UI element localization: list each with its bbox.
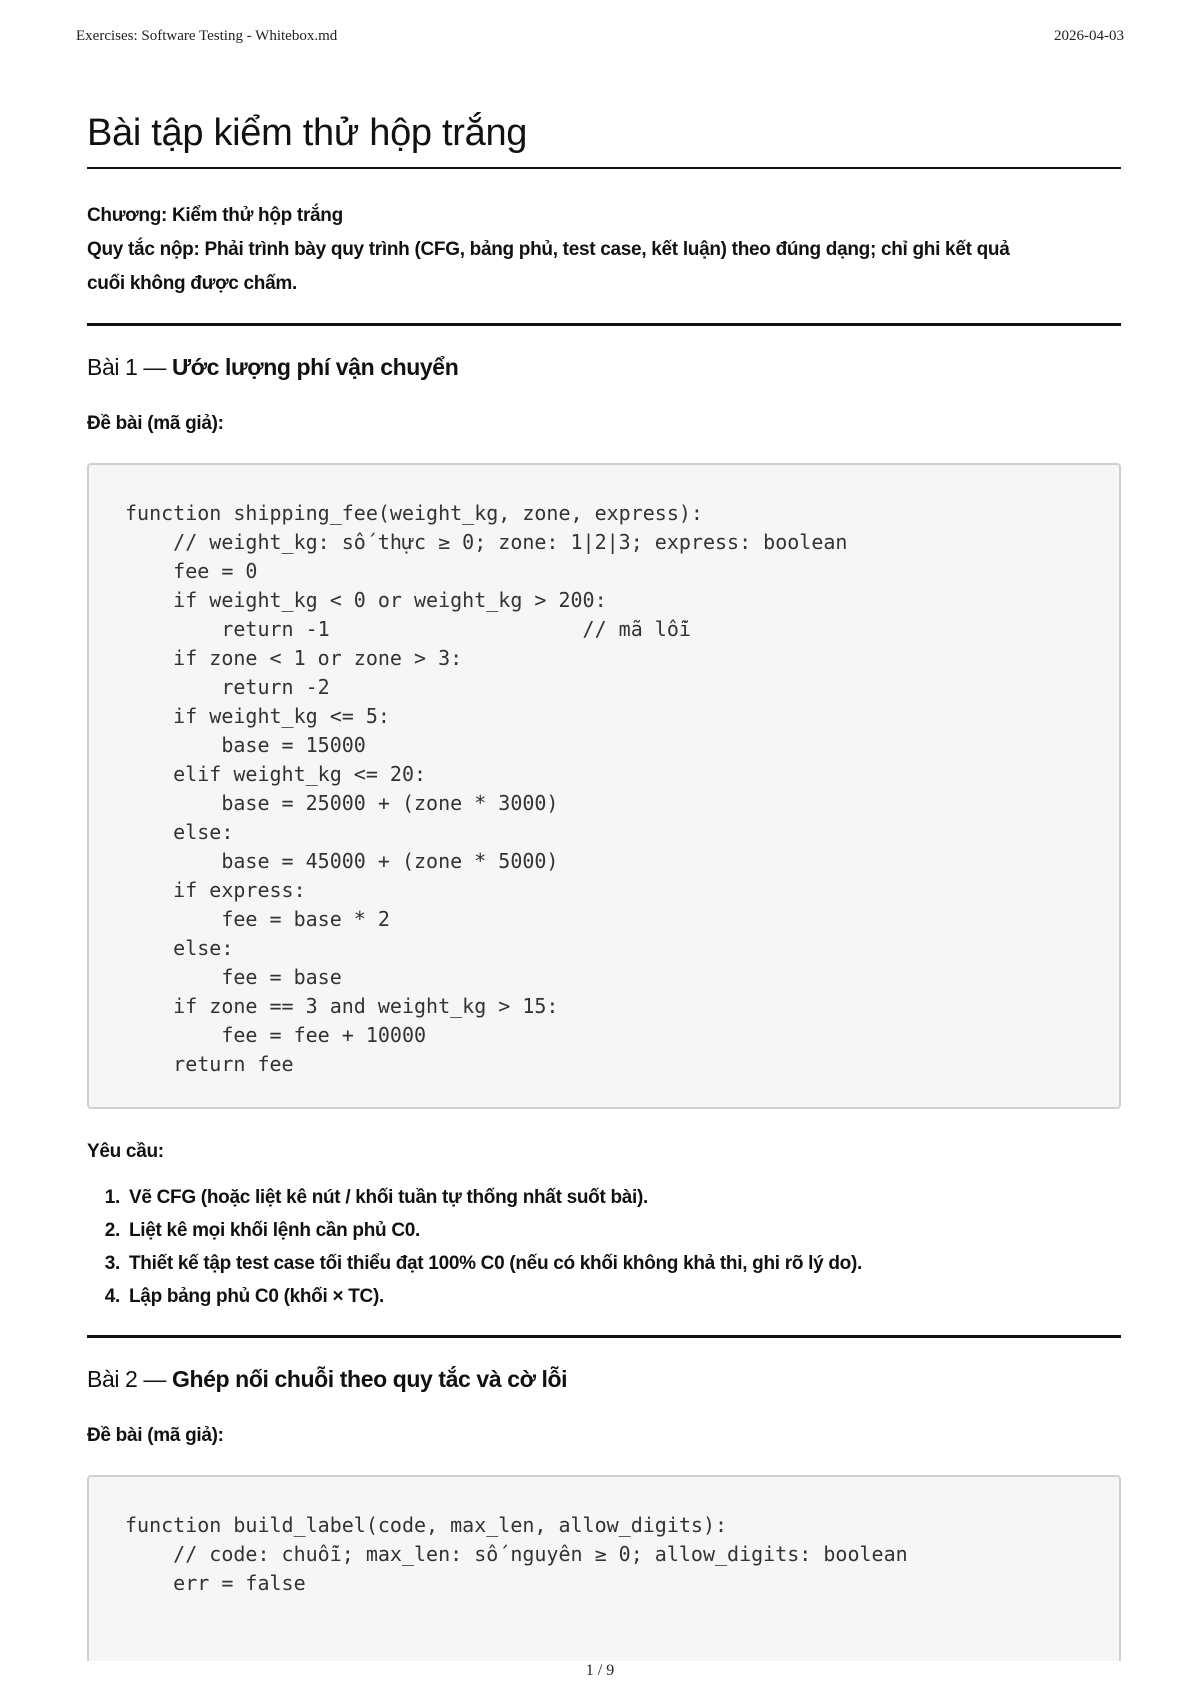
code-line: base = 25000 + (zone * 3000) <box>125 791 559 815</box>
code-line: fee = base * 2 <box>125 907 390 931</box>
code-line: return fee <box>125 1052 294 1076</box>
requirement-item: 4. Lập bảng phủ C0 (khối × TC). <box>125 1280 1121 1313</box>
page-number: 1 / 9 <box>585 1662 615 1679</box>
exercise-2-title: Ghép nối chuỗi theo quy tắc và cờ lỗi <box>172 1366 568 1392</box>
exercise-1-requirements-label: Yêu cầu: <box>87 1141 164 1162</box>
document-meta <box>87 199 1121 301</box>
document-filename: Exercises: Software Testing - Whitebox.md <box>76 28 338 44</box>
code-line: fee = fee + 10000 <box>125 1023 427 1047</box>
requirement-item: 1. Vẽ CFG (hoặc liệt kê nút / khối tuần tự thống nhất suốt bài). <box>125 1181 1121 1214</box>
submission-rule-line-2: cuối không được chấm. <box>87 273 297 294</box>
code-line: err = false <box>125 1571 306 1595</box>
exercise-2-problem-label: Đề bài (mã giả): <box>87 1425 224 1446</box>
print-date: 2026-04-03 <box>1054 28 1124 44</box>
submission-rule-line-1: Quy tắc nộp: Phải trình bày quy trình (CFG, bảng phủ, test case, kết luận) theo đúng dạng; chỉ ghi kết quả <box>87 239 1010 260</box>
exercise-2-code-block <box>87 1475 1121 1661</box>
code-line: fee = base <box>125 965 342 989</box>
exercise-1-problem-label: Đề bài (mã giả): <box>87 413 224 434</box>
code-line: else: <box>125 820 234 844</box>
requirement-item: 3. Thiết kế tập test case tối thiểu đạt 100% C0 (nếu có khối không khả thi, ghi rõ lý do). <box>125 1247 1121 1280</box>
code-line: return -2 <box>125 675 330 699</box>
code-line: fee = 0 <box>125 559 258 583</box>
code-line: else: <box>125 936 234 960</box>
exercise-2-prefix: Bài 2 — <box>87 1366 173 1392</box>
page-header <box>76 28 1124 45</box>
exercise-1-requirements-list <box>87 1181 1121 1313</box>
section-divider <box>87 1335 1121 1338</box>
page-title: Bài tập kiểm thử hộp trắng <box>87 112 1121 169</box>
code-line: if zone < 1 or zone > 3: <box>125 646 463 670</box>
exercise-1-prefix: Bài 1 — <box>87 354 173 380</box>
exercise-2-heading <box>87 1366 1121 1393</box>
exercise-1-code-block <box>87 463 1121 1109</box>
code-line: base = 15000 <box>125 733 366 757</box>
requirement-item: 2. Liệt kê mọi khối lệnh cần phủ C0. <box>125 1214 1121 1247</box>
code-line: if weight_kg <= 5: <box>125 704 390 728</box>
document-content <box>87 112 1121 1661</box>
code-line: elif weight_kg <= 20: <box>125 762 427 786</box>
exercise-1-heading <box>87 354 1121 381</box>
code-line: return -1 // mã lỗi <box>125 617 691 641</box>
exercise-1-title: Ước lượng phí vận chuyển <box>172 354 459 380</box>
code-line: base = 45000 + (zone * 5000) <box>125 849 559 873</box>
code-line: if weight_kg < 0 or weight_kg > 200: <box>125 588 607 612</box>
code-line: if express: <box>125 878 306 902</box>
section-divider <box>87 323 1121 326</box>
code-line: function shipping_fee(weight_kg, zone, express): <box>125 501 703 525</box>
chapter-line: Chương: Kiểm thử hộp trắng <box>87 205 343 226</box>
code-line: // weight_kg: số thực ≥ 0; zone: 1|2|3; express: boolean <box>125 530 848 554</box>
code-line: if zone == 3 and weight_kg > 15: <box>125 994 559 1018</box>
code-line: // code: chuỗi; max_len: số nguyên ≥ 0; allow_digits: boolean <box>125 1542 908 1566</box>
code-line: function build_label(code, max_len, allow_digits): <box>125 1513 728 1537</box>
